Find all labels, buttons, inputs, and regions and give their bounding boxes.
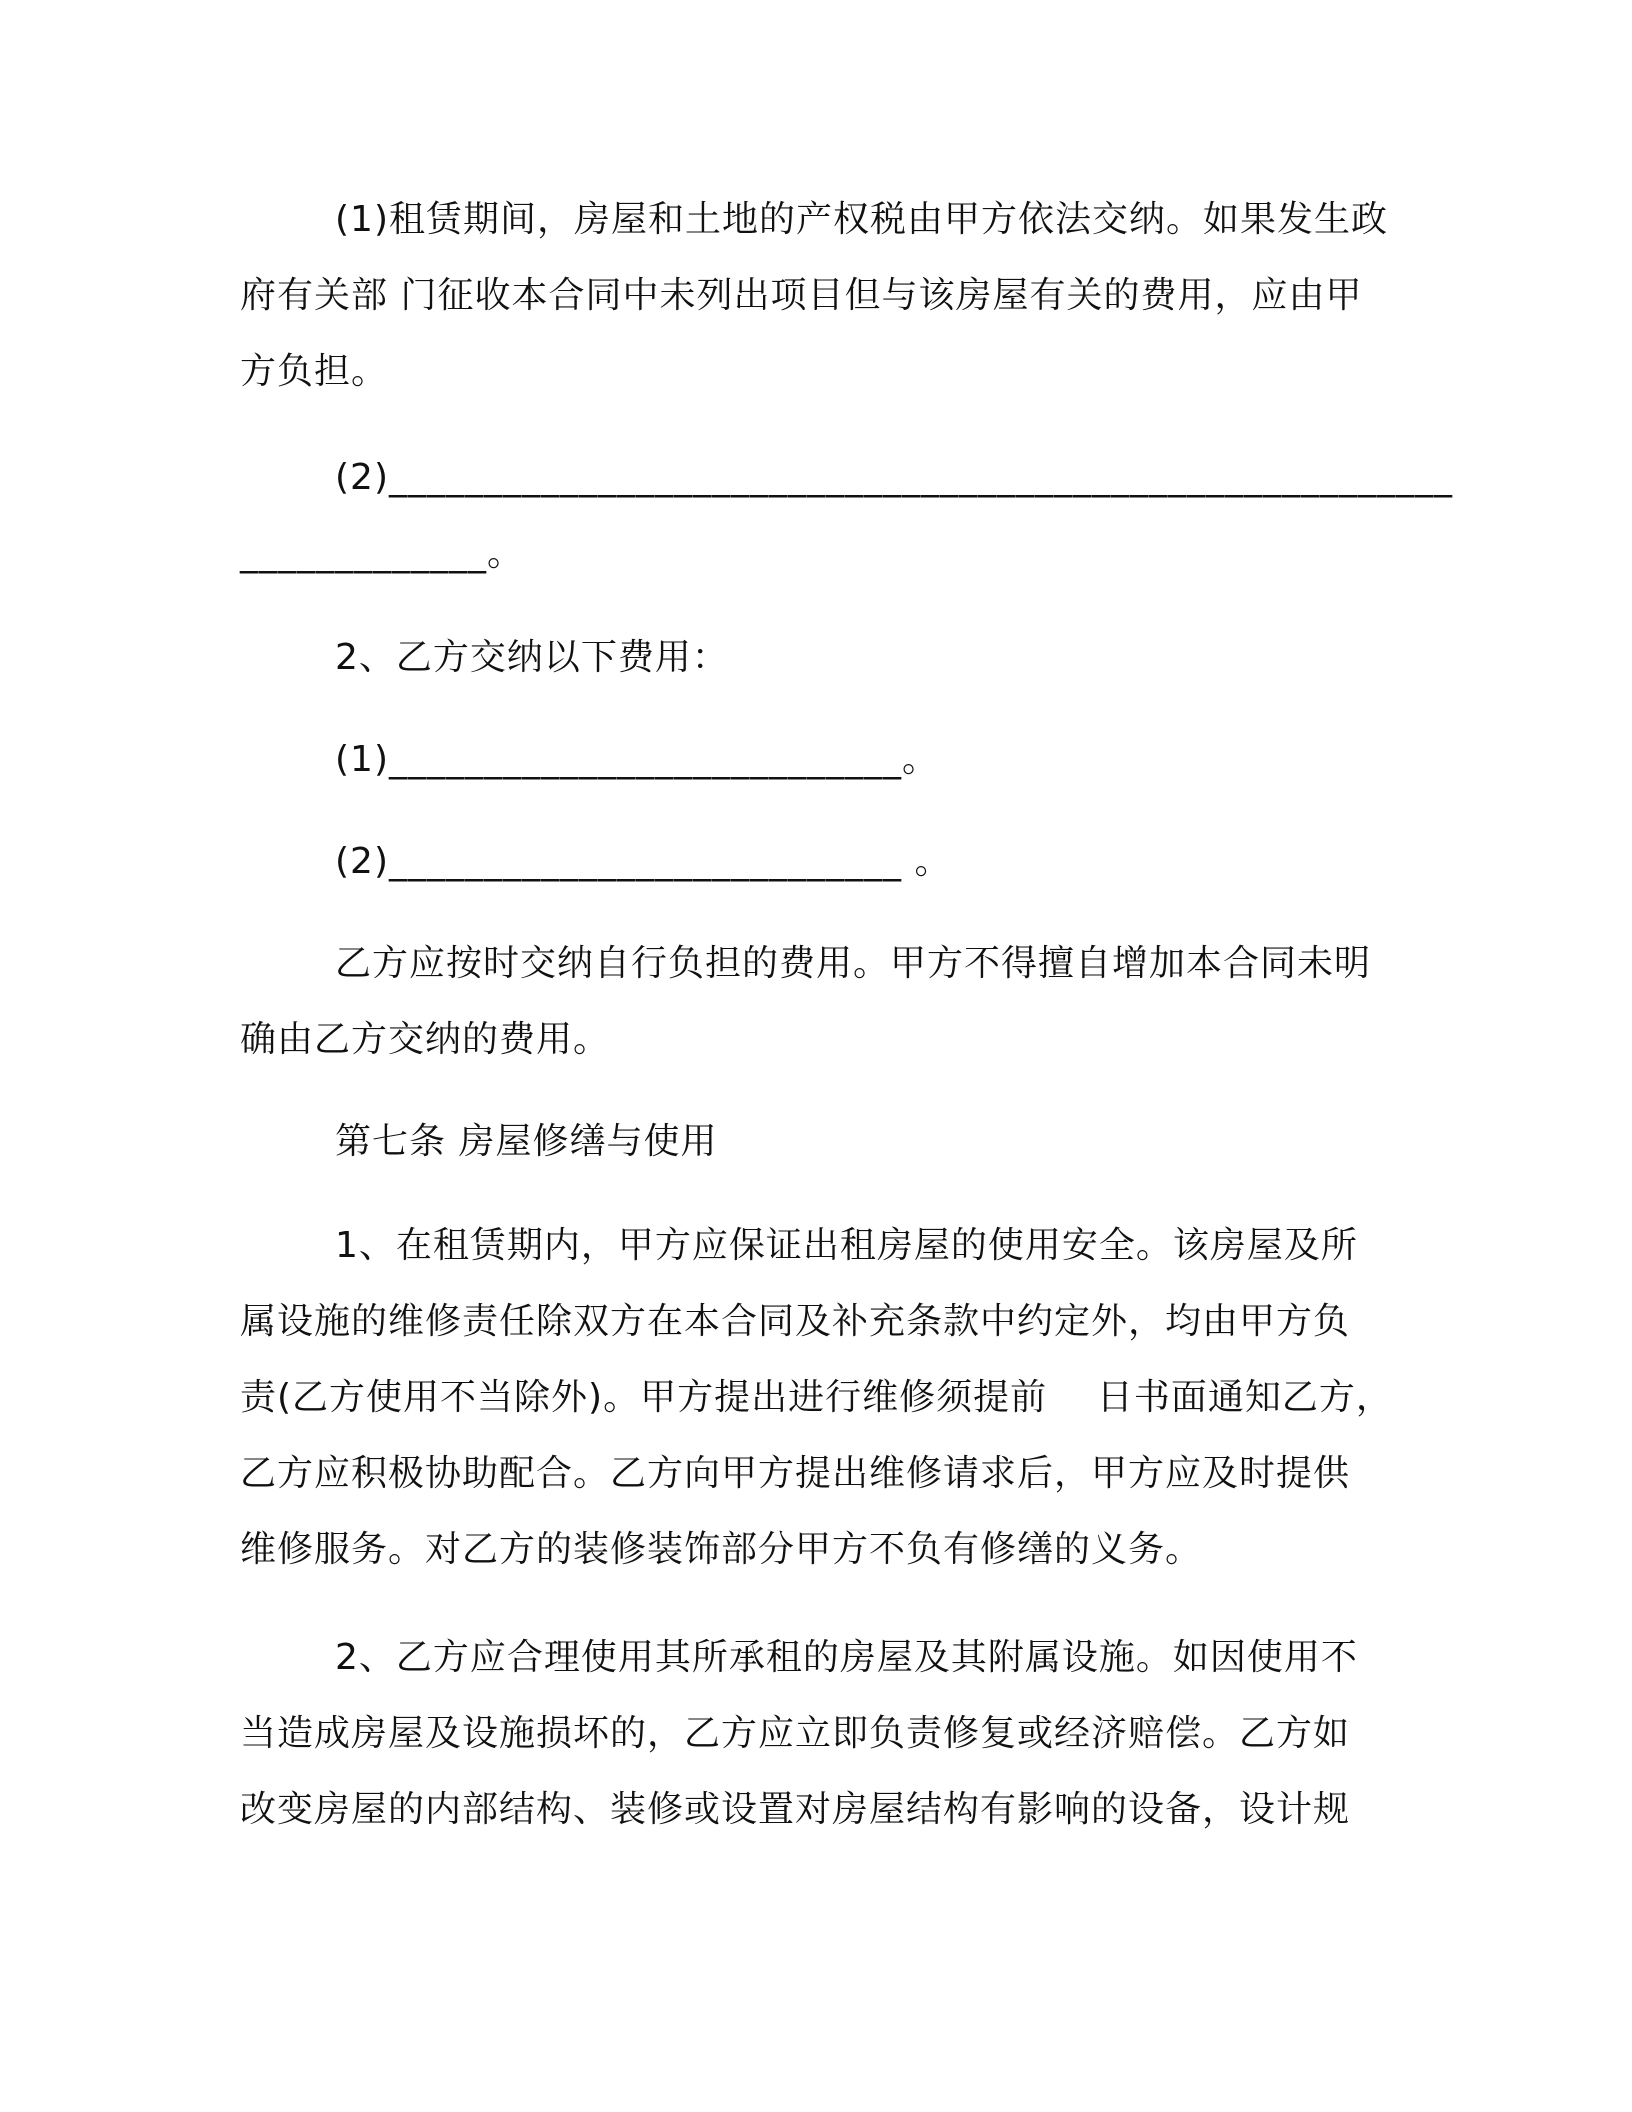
paragraph-line: 改变房屋的内部结构、装修或设置对房屋结构有影响的设备，设计规 — [240, 1789, 1351, 1830]
paragraph-line: 责(乙方使用不当除外)。甲方提出进行维修须提前 日书面通知乙方， — [240, 1377, 1393, 1418]
fill-blank-line: _____________。 — [240, 533, 524, 574]
paragraph-line: 方负担。 — [240, 351, 389, 392]
paragraph-line: 当造成房屋及设施损坏的，乙方应立即负责修复或经济赔偿。乙方如 — [240, 1713, 1351, 1754]
fill-blank-line: (2)___________________________ 。 — [335, 841, 952, 882]
fill-blank-line: (1)___________________________。 — [335, 739, 939, 780]
paragraph-line: 1、在租赁期内，甲方应保证出租房屋的使用安全。该房屋及所 — [335, 1225, 1358, 1266]
paragraph-line: (1)租赁期间，房屋和土地的产权税由甲方依法交纳。如果发生政 — [335, 199, 1388, 240]
paragraph-line: 维修服务。对乙方的装修装饰部分甲方不负有修缮的义务。 — [240, 1529, 1203, 1570]
paragraph-line: 确由乙方交纳的费用。 — [240, 1019, 611, 1060]
paragraph-line: 乙方应积极协助配合。乙方向甲方提出维修请求后，甲方应及时提供 — [240, 1453, 1351, 1494]
paragraph-line: 2、乙方应合理使用其所承租的房屋及其附属设施。如因使用不 — [335, 1637, 1358, 1678]
fill-blank-line: (2)________________________________________________________ — [335, 457, 1453, 498]
paragraph-line: 府有关部 门征收本合同中未列出项目但与该房屋有关的费用，应由甲 — [240, 275, 1363, 316]
clause-heading: 2、乙方交纳以下费用： — [335, 637, 729, 678]
section-title: 第七条 房屋修缮与使用 — [335, 1121, 718, 1162]
paragraph-line: 乙方应按时交纳自行负担的费用。甲方不得擅自增加本合同未明 — [335, 943, 1372, 984]
paragraph-line: 属设施的维修责任除双方在本合同及补充条款中约定外，均由甲方负 — [240, 1301, 1351, 1342]
